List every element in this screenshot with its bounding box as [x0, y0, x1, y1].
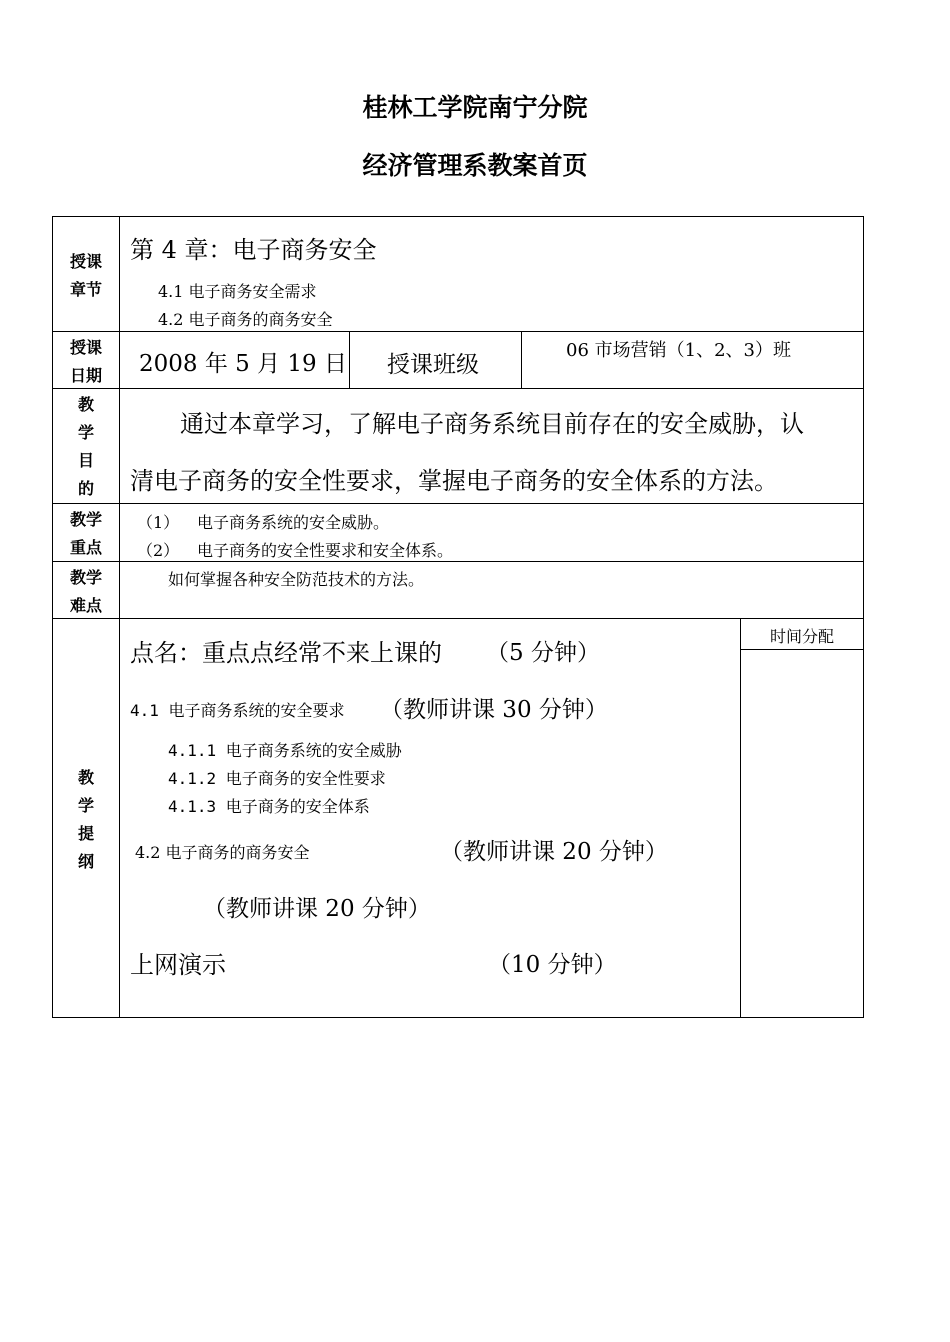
- chapter-label: 授课 章节: [69, 252, 102, 299]
- class-label: 授课班级: [387, 352, 479, 378]
- class-value: 06 市场营销（1、2、3）班: [566, 340, 791, 361]
- online-demo-time: （10 分钟）: [488, 952, 617, 978]
- objective-label: 教 学 目 的: [77, 395, 94, 498]
- page-title: 桂林工学院南宁分院: [362, 93, 588, 122]
- roll-call-time: （5 分钟）: [486, 640, 600, 666]
- difficulty-label: 教学 难点: [69, 568, 102, 615]
- date-label: 授课 日期: [69, 338, 102, 385]
- key-point-num-2: （2）: [137, 541, 180, 560]
- key-point-text-2: 电子商务的安全性要求和安全体系。: [197, 541, 454, 560]
- key-point-text-1: 电子商务系统的安全威胁。: [197, 513, 390, 532]
- section-4-1-title: 4.1 电子商务系统的安全要求: [130, 701, 345, 720]
- lesson-date: 2008 年 5 月 19 日: [139, 351, 347, 377]
- extra-lecture-time: （教师讲课 20 分钟）: [203, 896, 431, 922]
- subsection-4-1-3: 4.1.3 电子商务的安全体系: [168, 797, 370, 816]
- objective-line-1: 通过本章学习，了解电子商务系统目前存在的安全威胁，认: [180, 410, 804, 438]
- chapter-section-1: 4.1 电子商务安全需求: [158, 282, 317, 301]
- subsection-4-1-2: 4.1.2 电子商务的安全性要求: [168, 769, 386, 788]
- chapter-title: 第 4 章：电子商务安全: [130, 236, 377, 264]
- section-4-2-time: （教师讲课 20 分钟）: [440, 839, 668, 865]
- subsection-4-1-1: 4.1.1 电子商务系统的安全威胁: [168, 741, 402, 760]
- time-allocation-header: 时间分配: [769, 627, 834, 646]
- key-point-num-1: （1）: [137, 513, 180, 532]
- section-4-1-time: （教师讲课 30 分钟）: [380, 697, 608, 723]
- difficulty-text: 如何掌握各种安全防范技术的方法。: [168, 570, 425, 589]
- online-demo: 上网演示: [130, 951, 226, 979]
- section-4-2-title: 4.2 电子商务的商务安全: [135, 843, 310, 862]
- outline-label: 教 学 提 纲: [77, 768, 94, 871]
- page-subtitle: 经济管理系教案首页: [362, 151, 588, 180]
- chapter-section-2: 4.2 电子商务的商务安全: [158, 310, 333, 329]
- key-points-label: 教学 重点: [69, 510, 102, 557]
- roll-call: 点名：重点点经常不来上课的: [130, 639, 442, 667]
- objective-line-2: 清电子商务的安全性要求，掌握电子商务的安全体系的方法。: [130, 467, 778, 495]
